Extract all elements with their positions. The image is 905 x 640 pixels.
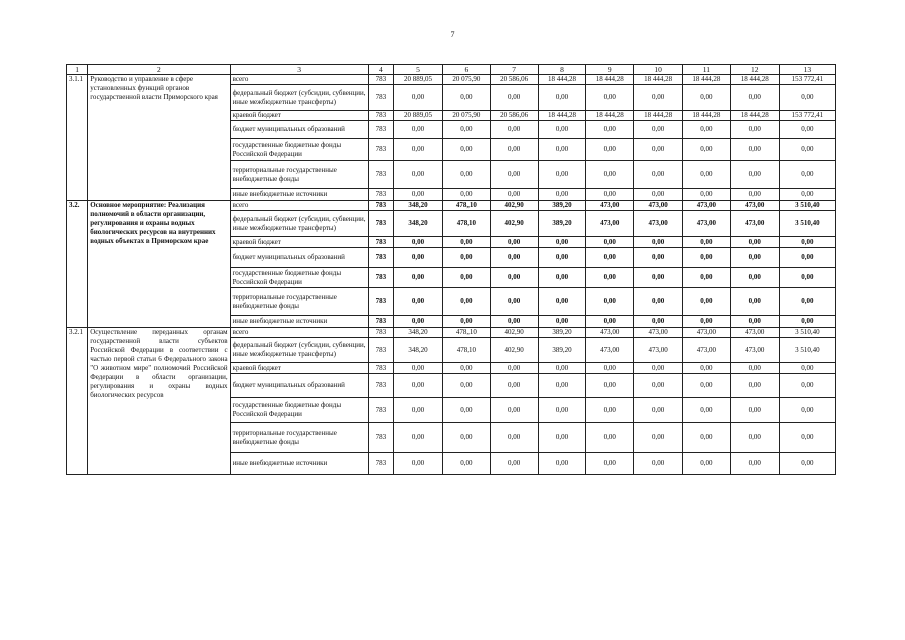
amount-cell: 0,00 (586, 268, 634, 288)
amount-cell: 389,20 (538, 211, 586, 237)
amount-cell: 0,00 (683, 398, 731, 423)
amount-cell: 0,00 (779, 161, 835, 189)
amount-cell: 473,00 (586, 211, 634, 237)
amount-cell: 153 772,41 (779, 111, 835, 121)
amount-cell: 0,00 (730, 453, 779, 475)
amount-cell: 402,90 (490, 201, 538, 211)
amount-cell: 473,00 (586, 328, 634, 338)
amount-cell: 0,00 (394, 268, 443, 288)
amount-cell: 0,00 (779, 363, 835, 374)
table-row (67, 328, 836, 338)
amount-cell: 0,00 (634, 268, 683, 288)
amount-cell: 389,20 (538, 338, 586, 363)
amount-cell: 0,00 (490, 453, 538, 475)
amount-cell: 18 444,28 (683, 75, 731, 85)
amount-cell: 18 444,28 (586, 75, 634, 85)
amount-cell: 0,00 (683, 363, 731, 374)
funding-source: всего (230, 201, 368, 211)
ministry-code-cell: 783 (368, 85, 393, 111)
amount-cell: 0,00 (394, 248, 443, 268)
amount-cell: 478,10 (442, 211, 490, 237)
amount-cell: 0,00 (538, 316, 586, 328)
amount-cell: 0,00 (442, 268, 490, 288)
row-code: 3.2. (67, 201, 88, 328)
amount-cell: 0,00 (779, 268, 835, 288)
amount-cell: 18 444,28 (634, 111, 683, 121)
funding-source: иные внебюджетные источники (230, 189, 368, 201)
amount-cell: 0,00 (634, 139, 683, 161)
header-cell: 1 (67, 65, 88, 75)
amount-cell: 0,00 (538, 139, 586, 161)
amount-cell: 0,00 (779, 316, 835, 328)
amount-cell: 473,00 (683, 338, 731, 363)
amount-cell: 0,00 (683, 423, 731, 453)
amount-cell: 20 075,90 (442, 75, 490, 85)
amount-cell: 0,00 (683, 121, 731, 139)
amount-cell: 0,00 (779, 453, 835, 475)
amount-cell: 0,00 (442, 161, 490, 189)
amount-cell: 0,00 (538, 248, 586, 268)
amount-cell: 0,00 (538, 363, 586, 374)
amount-cell: 0,00 (394, 288, 443, 316)
amount-cell: 0,00 (779, 189, 835, 201)
funding-source: краевой бюджет (230, 363, 368, 374)
amount-cell: 0,00 (634, 85, 683, 111)
header-cell: 13 (779, 65, 835, 75)
activity-name: Осуществление переданных органам государственной власти субъектов Российской Федерации в соответствии с частью первой статьи 6 Федерального закона "О животном мире" полномочий Российской Федерации в области организации, регулирования и охраны водных биологических ресурсов (88, 328, 230, 475)
ministry-code-cell: 783 (368, 423, 393, 453)
amount-cell: 0,00 (586, 453, 634, 475)
funding-source: бюджет муниципальных образований (230, 374, 368, 398)
amount-cell: 473,00 (634, 211, 683, 237)
amount-cell: 0,00 (394, 237, 443, 248)
amount-cell: 0,00 (683, 268, 731, 288)
amount-cell: 0,00 (490, 423, 538, 453)
amount-cell: 0,00 (490, 248, 538, 268)
amount-cell: 473,00 (683, 201, 731, 211)
funding-source: иные внебюджетные источники (230, 316, 368, 328)
amount-cell: 0,00 (586, 85, 634, 111)
amount-cell: 3 510,40 (779, 338, 835, 363)
amount-cell: 0,00 (730, 374, 779, 398)
amount-cell: 0,00 (394, 161, 443, 189)
amount-cell: 0,00 (634, 237, 683, 248)
amount-cell: 0,00 (586, 121, 634, 139)
amount-cell: 402,90 (490, 328, 538, 338)
amount-cell: 0,00 (634, 189, 683, 201)
amount-cell: 0,00 (490, 161, 538, 189)
amount-cell: 0,00 (442, 189, 490, 201)
amount-cell: 0,00 (442, 248, 490, 268)
amount-cell: 3 510,40 (779, 201, 835, 211)
amount-cell: 0,00 (490, 268, 538, 288)
amount-cell: 473,00 (730, 328, 779, 338)
amount-cell: 0,00 (634, 161, 683, 189)
header-cell: 4 (368, 65, 393, 75)
amount-cell: 0,00 (394, 121, 443, 139)
amount-cell: 153 772,41 (779, 75, 835, 85)
amount-cell: 0,00 (442, 288, 490, 316)
amount-cell: 0,00 (538, 121, 586, 139)
amount-cell: 473,00 (586, 201, 634, 211)
amount-cell: 0,00 (779, 398, 835, 423)
amount-cell: 20 075,90 (442, 111, 490, 121)
amount-cell: 473,00 (634, 338, 683, 363)
amount-cell: 0,00 (683, 161, 731, 189)
table-row (67, 75, 836, 85)
ministry-code-cell: 783 (368, 453, 393, 475)
table-body (67, 75, 836, 475)
amount-cell: 0,00 (538, 268, 586, 288)
amount-cell: 3 510,40 (779, 328, 835, 338)
amount-cell: 0,00 (634, 288, 683, 316)
amount-cell: 0,00 (586, 398, 634, 423)
amount-cell: 0,00 (730, 268, 779, 288)
amount-cell: 0,00 (730, 398, 779, 423)
amount-cell: 473,00 (730, 201, 779, 211)
amount-cell: 0,00 (394, 363, 443, 374)
amount-cell: 0,00 (490, 374, 538, 398)
amount-cell: 0,00 (730, 121, 779, 139)
amount-cell: 0,00 (730, 161, 779, 189)
amount-cell: 0,00 (442, 423, 490, 453)
amount-cell: 0,00 (394, 398, 443, 423)
amount-cell: 348,20 (394, 201, 443, 211)
amount-cell: 0,00 (538, 189, 586, 201)
amount-cell: 348,20 (394, 328, 443, 338)
amount-cell: 0,00 (394, 453, 443, 475)
amount-cell: 0,00 (442, 398, 490, 423)
funding-source: территориальные государственные внебюджетные фонды (230, 288, 368, 316)
ministry-code-cell: 783 (368, 268, 393, 288)
ministry-code-cell: 783 (368, 111, 393, 121)
header-cell: 7 (490, 65, 538, 75)
funding-source: государственные бюджетные фонды Российской Федерации (230, 268, 368, 288)
amount-cell: 0,00 (730, 139, 779, 161)
amount-cell: 18 444,28 (538, 75, 586, 85)
amount-cell: 0,00 (779, 248, 835, 268)
amount-cell: 348,20 (394, 211, 443, 237)
amount-cell: 18 444,28 (586, 111, 634, 121)
amount-cell: 0,00 (683, 85, 731, 111)
budget-table (66, 64, 836, 475)
funding-source: всего (230, 328, 368, 338)
amount-cell: 0,00 (779, 288, 835, 316)
amount-cell: 0,00 (779, 374, 835, 398)
funding-source: территориальные государственные внебюджетные фонды (230, 161, 368, 189)
amount-cell: 0,00 (683, 139, 731, 161)
ministry-code-cell: 783 (368, 248, 393, 268)
amount-cell: 0,00 (490, 139, 538, 161)
amount-cell: 0,00 (634, 453, 683, 475)
ministry-code-cell: 783 (368, 201, 393, 211)
funding-source: краевой бюджет (230, 111, 368, 121)
amount-cell: 0,00 (490, 288, 538, 316)
table-row (67, 201, 836, 211)
header-row (67, 65, 836, 75)
ministry-code-cell: 783 (368, 121, 393, 139)
amount-cell: 478,,10 (442, 328, 490, 338)
ministry-code-cell: 783 (368, 328, 393, 338)
amount-cell: 0,00 (730, 189, 779, 201)
ministry-code-cell: 783 (368, 363, 393, 374)
amount-cell: 0,00 (730, 363, 779, 374)
funding-source: федеральный бюджет (субсидии, субвенции, иные межбюджетные трансферты) (230, 85, 368, 111)
amount-cell: 0,00 (586, 237, 634, 248)
amount-cell: 473,00 (730, 211, 779, 237)
header-cell: 5 (394, 65, 443, 75)
amount-cell: 473,00 (634, 201, 683, 211)
amount-cell: 0,00 (586, 139, 634, 161)
amount-cell: 0,00 (730, 237, 779, 248)
amount-cell: 0,00 (683, 248, 731, 268)
amount-cell: 0,00 (490, 189, 538, 201)
amount-cell: 473,00 (683, 328, 731, 338)
ministry-code-cell: 783 (368, 237, 393, 248)
amount-cell: 0,00 (490, 398, 538, 423)
amount-cell: 0,00 (442, 316, 490, 328)
amount-cell: 389,20 (538, 201, 586, 211)
amount-cell: 0,00 (634, 316, 683, 328)
amount-cell: 20 586,06 (490, 75, 538, 85)
amount-cell: 402,90 (490, 211, 538, 237)
amount-cell: 0,00 (634, 423, 683, 453)
amount-cell: 473,00 (586, 338, 634, 363)
amount-cell: 0,00 (779, 237, 835, 248)
amount-cell: 0,00 (634, 374, 683, 398)
amount-cell: 0,00 (442, 139, 490, 161)
amount-cell: 0,00 (490, 316, 538, 328)
amount-cell: 0,00 (586, 363, 634, 374)
amount-cell: 0,00 (586, 248, 634, 268)
funding-source: бюджет муниципальных образований (230, 248, 368, 268)
amount-cell: 20 889,05 (394, 75, 443, 85)
amount-cell: 18 444,28 (730, 111, 779, 121)
amount-cell: 0,00 (490, 237, 538, 248)
amount-cell: 0,00 (634, 248, 683, 268)
amount-cell: 0,00 (394, 316, 443, 328)
amount-cell: 0,00 (394, 139, 443, 161)
header-cell: 6 (442, 65, 490, 75)
amount-cell: 0,00 (730, 316, 779, 328)
funding-source: государственные бюджетные фонды Российской Федерации (230, 139, 368, 161)
amount-cell: 0,00 (538, 423, 586, 453)
funding-source: федеральный бюджет (субсидии, субвенции, иные межбюджетные трансферты) (230, 338, 368, 363)
ministry-code-cell: 783 (368, 338, 393, 363)
amount-cell: 0,00 (538, 453, 586, 475)
funding-source: бюджет муниципальных образований (230, 121, 368, 139)
amount-cell: 402,90 (490, 338, 538, 363)
amount-cell: 20 889,05 (394, 111, 443, 121)
amount-cell: 0,00 (538, 288, 586, 316)
amount-cell: 0,00 (586, 189, 634, 201)
amount-cell: 18 444,28 (538, 111, 586, 121)
amount-cell: 0,00 (538, 85, 586, 111)
amount-cell: 0,00 (538, 161, 586, 189)
amount-cell: 0,00 (730, 288, 779, 316)
amount-cell: 0,00 (730, 248, 779, 268)
amount-cell: 0,00 (586, 161, 634, 189)
funding-source: всего (230, 75, 368, 85)
amount-cell: 0,00 (490, 85, 538, 111)
funding-source: федеральный бюджет (субсидии, субвенции, иные межбюджетные трансферты) (230, 211, 368, 237)
amount-cell: 0,00 (442, 453, 490, 475)
amount-cell: 0,00 (442, 363, 490, 374)
amount-cell: 0,00 (586, 316, 634, 328)
amount-cell: 0,00 (779, 85, 835, 111)
ministry-code-cell: 783 (368, 75, 393, 85)
amount-cell: 0,00 (490, 363, 538, 374)
amount-cell: 0,00 (683, 453, 731, 475)
header-cell: 2 (88, 65, 230, 75)
amount-cell: 0,00 (538, 237, 586, 248)
ministry-code-cell: 783 (368, 211, 393, 237)
amount-cell: 0,00 (779, 121, 835, 139)
header-cell: 10 (634, 65, 683, 75)
amount-cell: 0,00 (683, 237, 731, 248)
amount-cell: 473,00 (683, 211, 731, 237)
amount-cell: 478,10 (442, 338, 490, 363)
amount-cell: 0,00 (586, 288, 634, 316)
amount-cell: 20 586,06 (490, 111, 538, 121)
amount-cell: 0,00 (490, 121, 538, 139)
amount-cell: 0,00 (394, 423, 443, 453)
amount-cell: 0,00 (394, 374, 443, 398)
amount-cell: 0,00 (730, 423, 779, 453)
amount-cell: 0,00 (442, 121, 490, 139)
amount-cell: 0,00 (634, 398, 683, 423)
amount-cell: 0,00 (538, 374, 586, 398)
activity-name: Руководство и управление в сфере установленных функций органов государственной власти Приморского края (88, 75, 230, 201)
amount-cell: 3 510,40 (779, 211, 835, 237)
amount-cell: 18 444,28 (634, 75, 683, 85)
funding-source: краевой бюджет (230, 237, 368, 248)
amount-cell: 0,00 (538, 398, 586, 423)
row-code: 3.2.1 (67, 328, 88, 475)
amount-cell: 0,00 (586, 423, 634, 453)
activity-name: Основное мероприятие: Реализация полномочий в области организации, регулирования и охраны водных биологических ресурсов на внутренних водных объектах в Приморском крае (88, 201, 230, 328)
amount-cell: 348,20 (394, 338, 443, 363)
ministry-code-cell: 783 (368, 374, 393, 398)
amount-cell: 18 444,28 (683, 111, 731, 121)
funding-source: иные внебюджетные источники (230, 453, 368, 475)
ministry-code-cell: 783 (368, 161, 393, 189)
amount-cell: 0,00 (730, 85, 779, 111)
amount-cell: 0,00 (634, 121, 683, 139)
row-code: 3.1.1 (67, 75, 88, 201)
amount-cell: 478,,10 (442, 201, 490, 211)
amount-cell: 0,00 (779, 139, 835, 161)
header-cell: 12 (730, 65, 779, 75)
page-number: 7 (450, 30, 455, 39)
ministry-code-cell: 783 (368, 288, 393, 316)
ministry-code-cell: 783 (368, 189, 393, 201)
amount-cell: 0,00 (779, 423, 835, 453)
header-cell: 11 (683, 65, 731, 75)
header-cell: 8 (538, 65, 586, 75)
funding-source: государственные бюджетные фонды Российской Федерации (230, 398, 368, 423)
amount-cell: 18 444,28 (730, 75, 779, 85)
amount-cell: 0,00 (634, 363, 683, 374)
amount-cell: 0,00 (442, 237, 490, 248)
funding-source: территориальные государственные внебюджетные фонды (230, 423, 368, 453)
header-cell: 9 (586, 65, 634, 75)
ministry-code-cell: 783 (368, 316, 393, 328)
amount-cell: 0,00 (683, 316, 731, 328)
amount-cell: 0,00 (442, 85, 490, 111)
ministry-code-cell: 783 (368, 139, 393, 161)
amount-cell: 473,00 (634, 328, 683, 338)
amount-cell: 0,00 (683, 374, 731, 398)
ministry-code-cell: 783 (368, 398, 393, 423)
amount-cell: 0,00 (683, 288, 731, 316)
header-cell: 3 (230, 65, 368, 75)
amount-cell: 473,00 (730, 338, 779, 363)
amount-cell: 0,00 (394, 85, 443, 111)
amount-cell: 389,20 (538, 328, 586, 338)
amount-cell: 0,00 (442, 374, 490, 398)
amount-cell: 0,00 (683, 189, 731, 201)
amount-cell: 0,00 (394, 189, 443, 201)
amount-cell: 0,00 (586, 374, 634, 398)
